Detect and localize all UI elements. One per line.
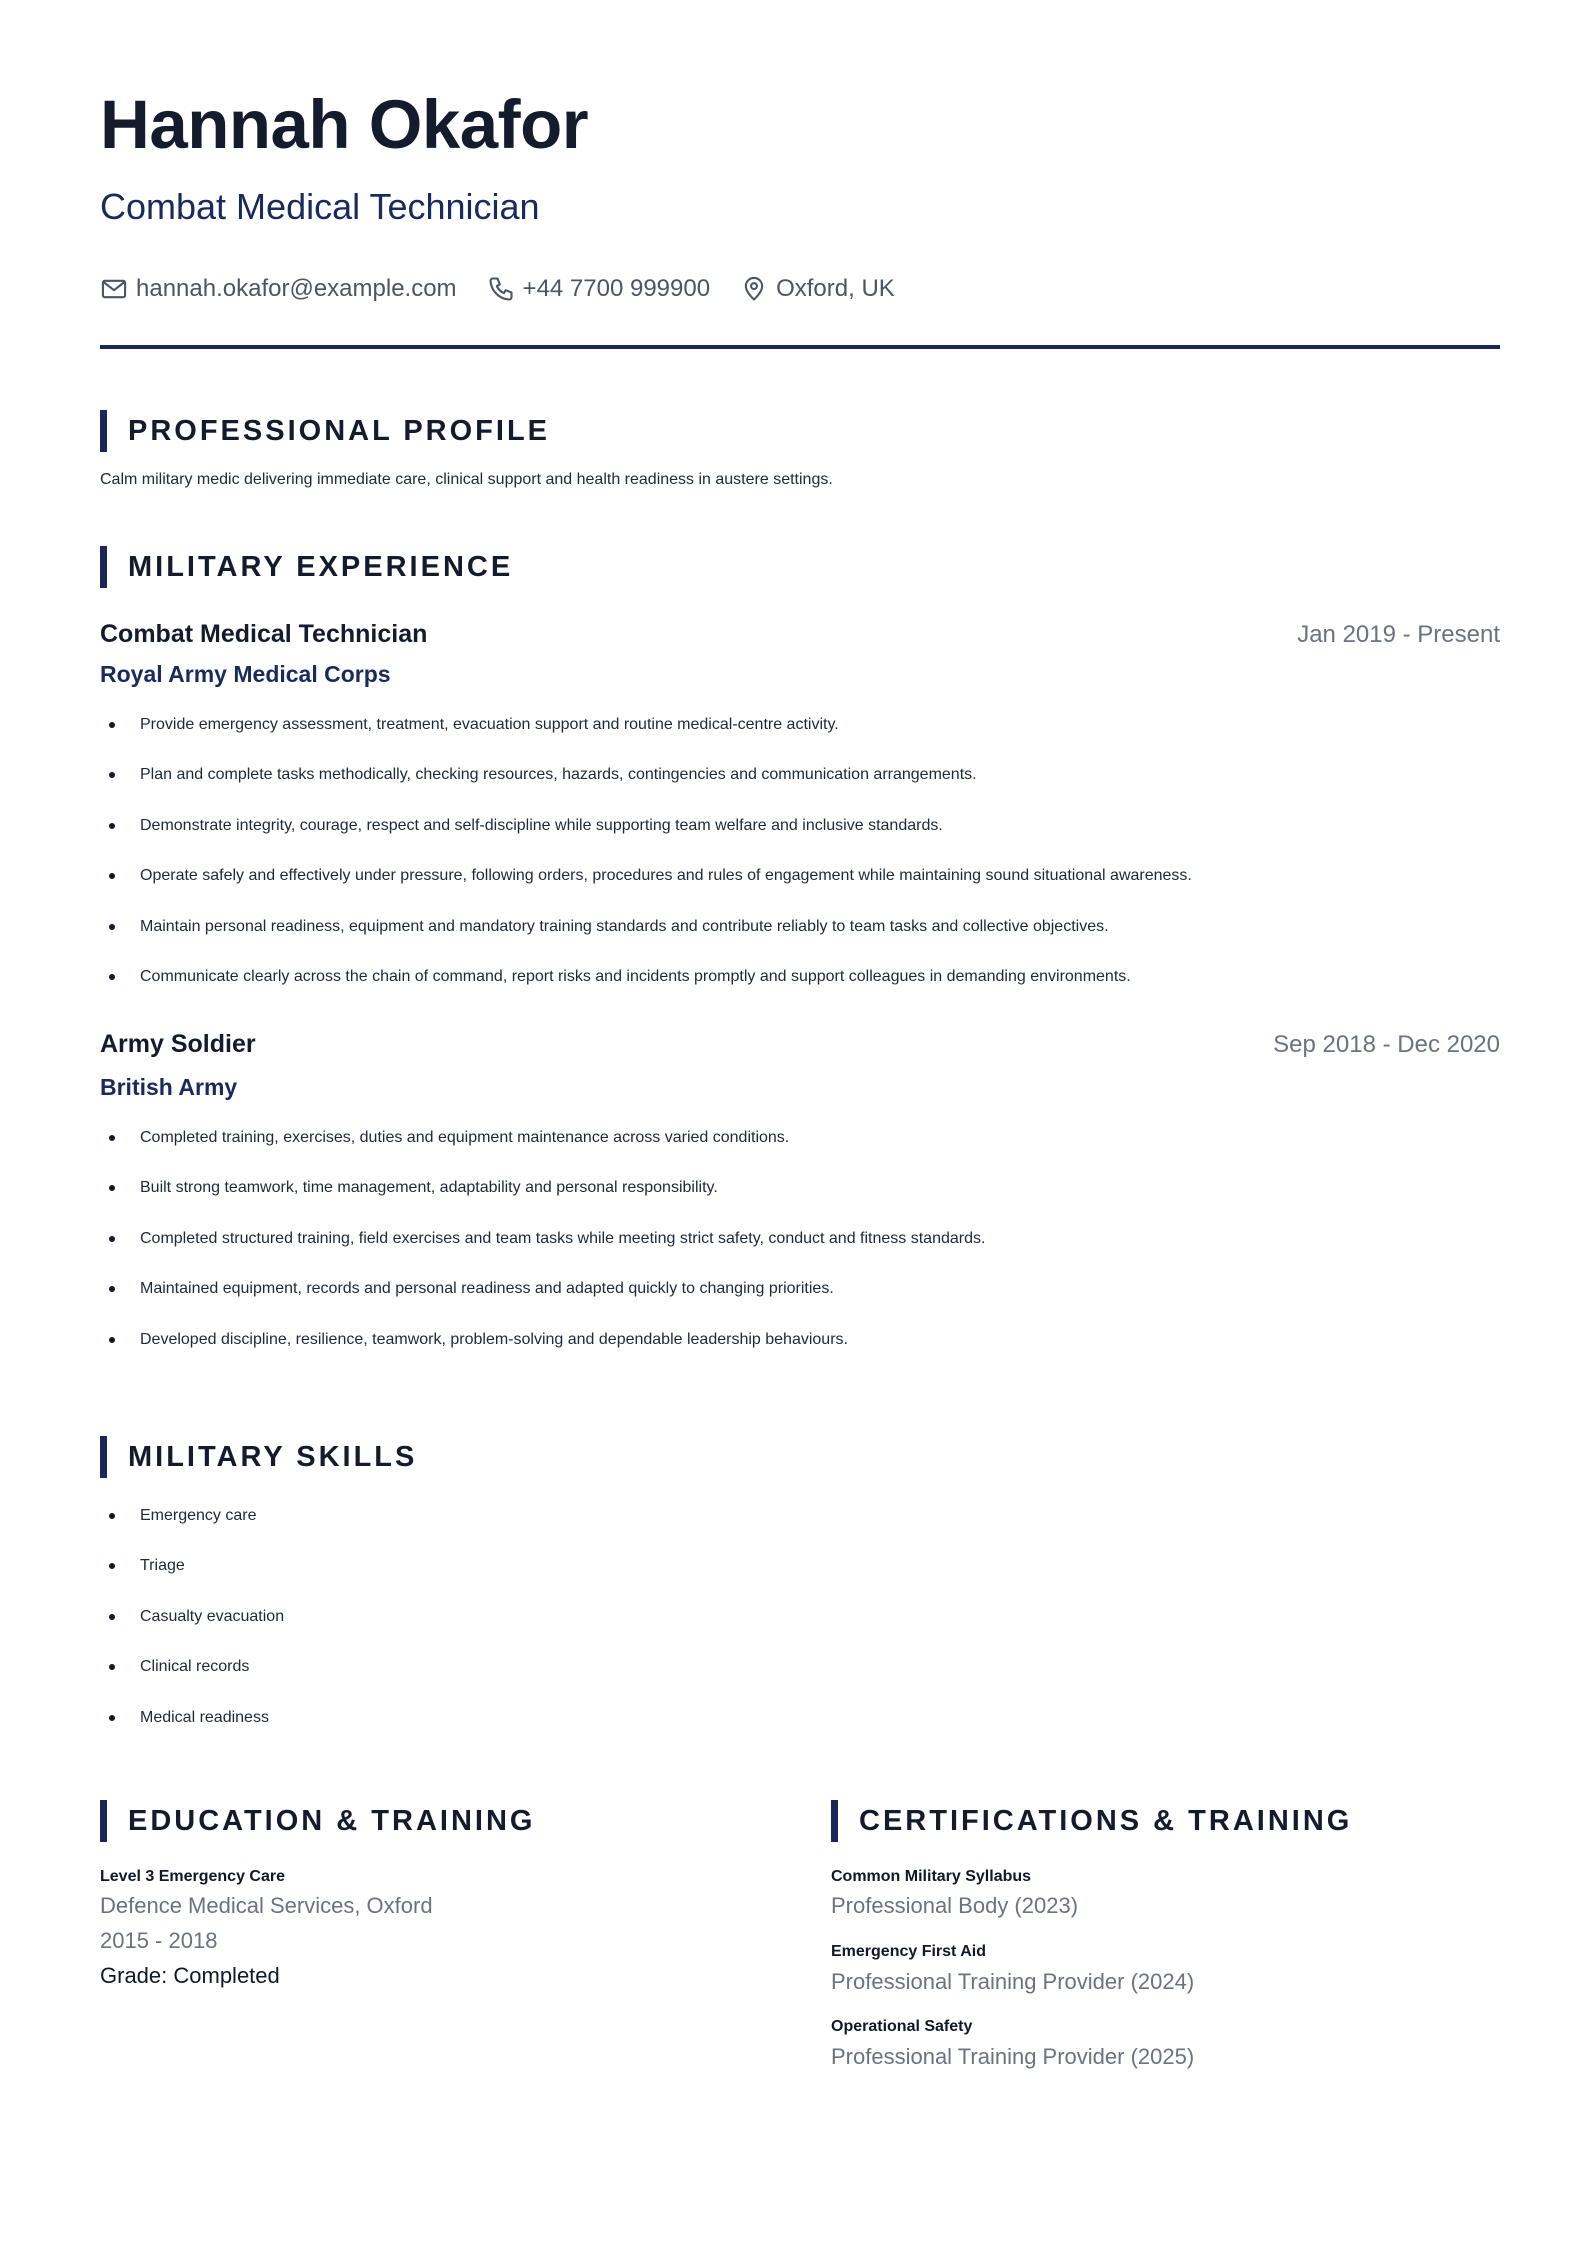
section-title: PROFESSIONAL PROFILE	[128, 414, 551, 447]
section-heading-profile	[100, 410, 550, 452]
header-divider	[100, 345, 1500, 349]
job-dates: Sep 2018 - Dec 2020	[1273, 1031, 1500, 1058]
job-dates: Jan 2019 - Present	[1297, 621, 1500, 648]
heading-accent-bar	[100, 1436, 107, 1478]
list-item: Demonstrate integrity, courage, respect and self-discipline while supporting team welfare and inclusive standards.	[100, 815, 1192, 865]
list-item: Clinical records	[100, 1656, 284, 1706]
list-item: Completed training, exercises, duties and equipment maintenance across varied conditions.	[100, 1127, 985, 1177]
job-bullet-list	[100, 714, 1192, 1016]
certification-title: Emergency First Aid	[831, 1943, 987, 1960]
job-title: Army Soldier	[100, 1030, 256, 1058]
certification-title: Common Military Syllabus	[831, 1868, 1032, 1885]
list-item: Developed discipline, resilience, teamwork, problem-solving and dependable leadership behaviours.	[100, 1329, 985, 1379]
job-organization: Royal Army Medical Corps	[100, 661, 391, 687]
certification-issuer: Professional Training Provider (2025)	[831, 2044, 1195, 2069]
candidate-name: Hannah Okafor	[100, 86, 589, 163]
phone-icon	[487, 275, 515, 303]
heading-accent-bar	[831, 1800, 838, 1842]
list-item: Emergency care	[100, 1505, 284, 1555]
skills-list	[100, 1505, 284, 1757]
job-bullet-list	[100, 1127, 985, 1379]
list-item: Provide emergency assessment, treatment, evacuation support and routine medical-centre activity.	[100, 714, 1192, 764]
list-item: Operate safely and effectively under pressure, following orders, procedures and rules of engagement while maintaining sound situational awareness.	[100, 865, 1192, 915]
section-heading-education	[100, 1800, 535, 1842]
section-heading-skills	[100, 1436, 417, 1478]
heading-accent-bar	[100, 546, 107, 588]
certification-title: Operational Safety	[831, 2018, 973, 2035]
education-title: Level 3 Emergency Care	[100, 1868, 285, 1885]
map-pin-icon	[740, 275, 768, 303]
education-dates: 2015 - 2018	[100, 1928, 218, 1953]
profile-summary: Calm military medic delivering immediate care, clinical support and health readiness in austere settings.	[100, 471, 833, 488]
section-title: CERTIFICATIONS & TRAINING	[859, 1804, 1353, 1837]
section-title: EDUCATION & TRAINING	[128, 1804, 536, 1837]
list-item: Plan and complete tasks methodically, checking resources, hazards, contingencies and communication arrangements.	[100, 764, 1192, 814]
contact-location	[740, 275, 895, 303]
education-grade: Grade: Completed	[100, 1963, 280, 1988]
job-organization: British Army	[100, 1074, 238, 1100]
list-item: Casualty evacuation	[100, 1606, 284, 1656]
section-title: MILITARY SKILLS	[128, 1440, 418, 1473]
job-title: Combat Medical Technician	[100, 620, 428, 648]
education-institution: Defence Medical Services, Oxford	[100, 1893, 433, 1918]
contact-phone[interactable]	[487, 275, 711, 303]
contact-email[interactable]	[100, 275, 457, 303]
certification-issuer: Professional Training Provider (2024)	[831, 1969, 1195, 1994]
heading-accent-bar	[100, 410, 107, 452]
list-item: Built strong teamwork, time management, adaptability and personal responsibility.	[100, 1177, 985, 1227]
list-item: Triage	[100, 1555, 284, 1605]
certification-issuer: Professional Body (2023)	[831, 1893, 1079, 1918]
envelope-icon	[100, 275, 128, 303]
list-item: Maintained equipment, records and personal readiness and adapted quickly to changing priorities.	[100, 1278, 985, 1328]
list-item: Communicate clearly across the chain of command, report risks and incidents promptly and support colleagues in demanding environments.	[100, 966, 1192, 1016]
section-heading-experience	[100, 546, 513, 588]
phone-text: +44 7700 999900	[522, 275, 711, 302]
list-item: Medical readiness	[100, 1707, 284, 1757]
list-item: Completed structured training, field exercises and team tasks while meeting strict safety, conduct and fitness standards.	[100, 1228, 985, 1278]
heading-accent-bar	[100, 1800, 107, 1842]
candidate-role: Combat Medical Technician	[100, 186, 540, 227]
contact-row	[100, 272, 925, 306]
location-text: Oxford, UK	[776, 275, 895, 302]
email-text: hannah.okafor@example.com	[136, 275, 457, 302]
section-title: MILITARY EXPERIENCE	[128, 550, 514, 583]
section-heading-certifications	[831, 1800, 1352, 1842]
list-item: Maintain personal readiness, equipment and mandatory training standards and contribute reliably to team tasks and collective objectives.	[100, 916, 1192, 966]
